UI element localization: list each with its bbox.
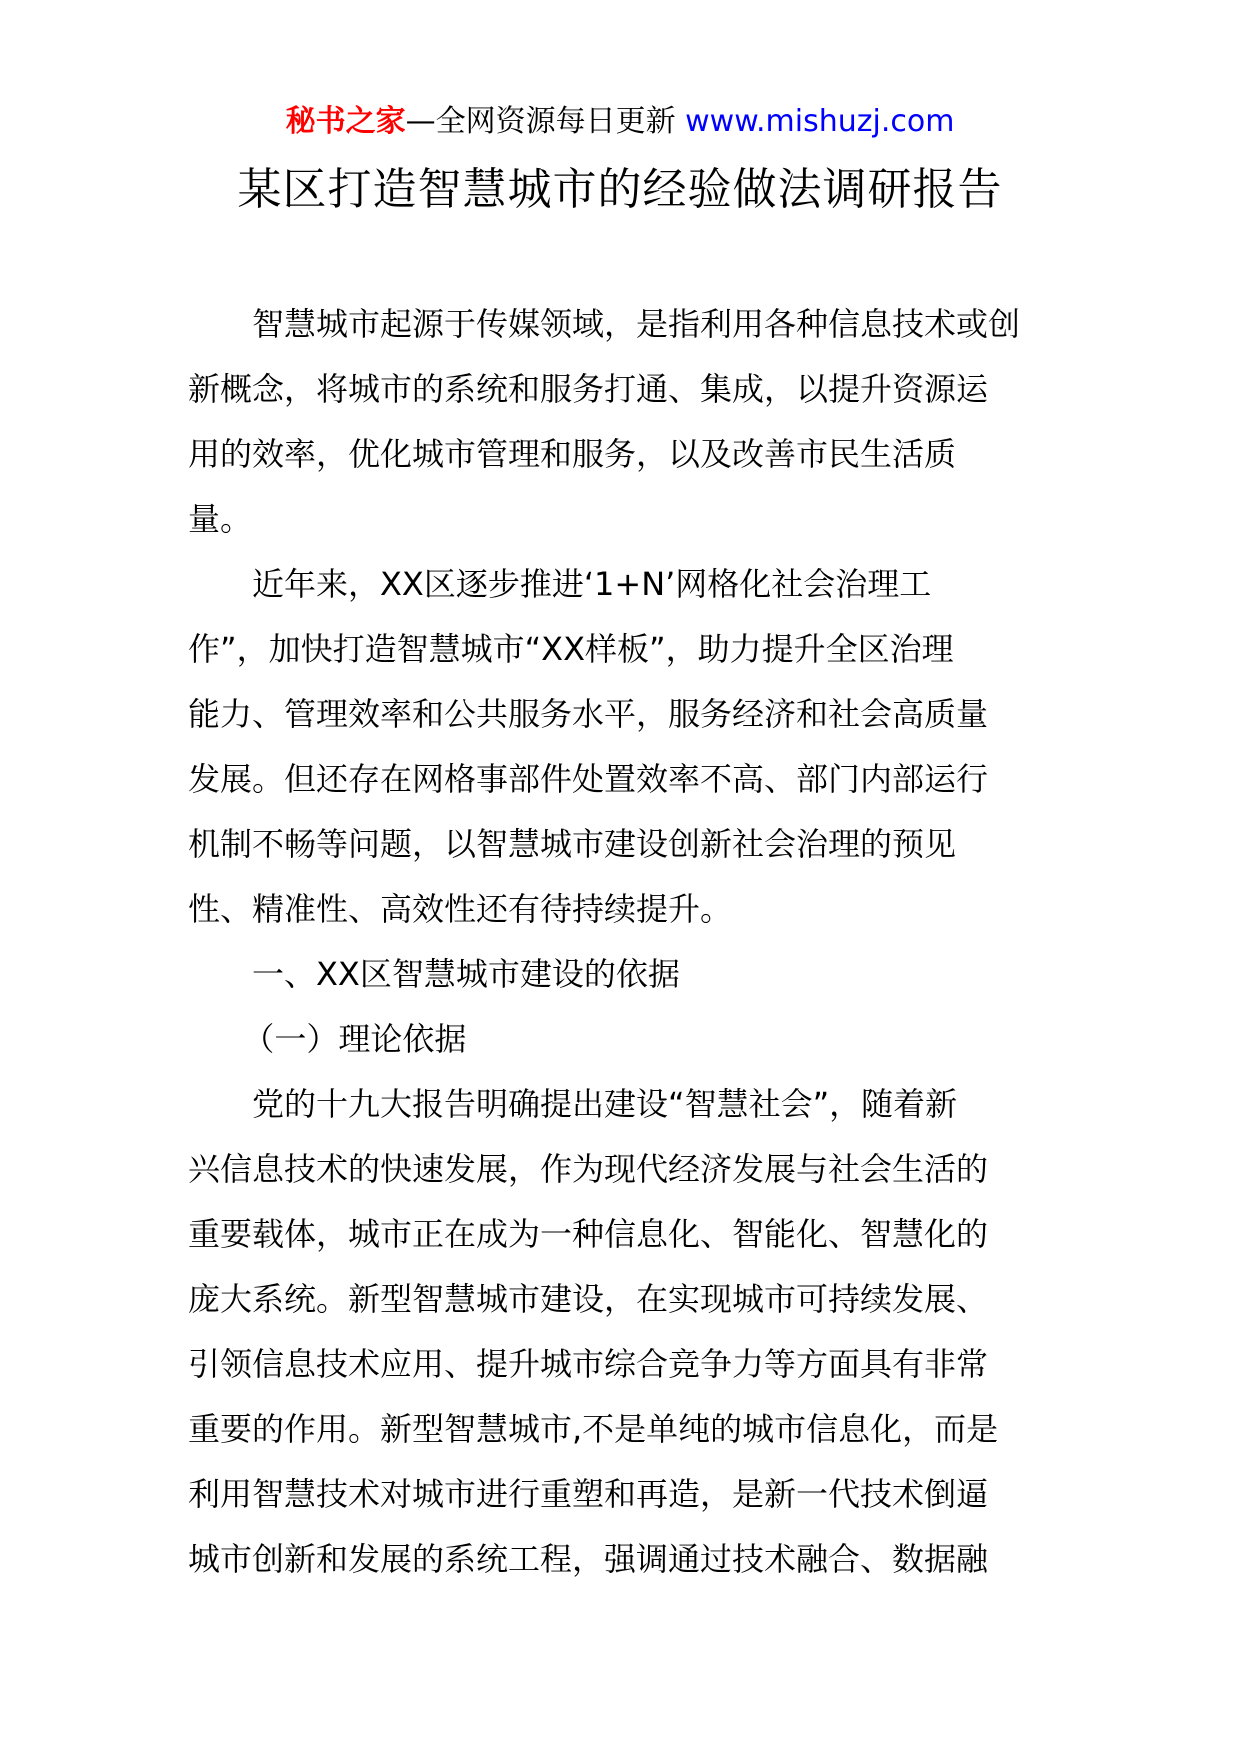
paragraph-line: 作”，加快打造智慧城市“XX样板”，助力提升全区治理 <box>188 630 954 668</box>
site-banner <box>0 100 1240 144</box>
paragraph-line: 用的效率，优化城市管理和服务，以及改善市民生活质 <box>188 435 957 473</box>
paragraph-background <box>188 552 1068 942</box>
paragraph-line: 近年来，XX区逐步推进‘1+N’网格化社会治理工 <box>252 565 932 603</box>
paragraph-line: 重要载体，城市正在成为一种信息化、智能化、智慧化的 <box>188 1215 989 1253</box>
paragraph-line: 能力、管理效率和公共服务水平，服务经济和社会高质量 <box>188 695 989 733</box>
document-body <box>188 292 1068 1592</box>
paragraph-line: 量。 <box>188 500 253 538</box>
paragraph-line: 智慧城市起源于传媒领域，是指利用各种信息技术或创 <box>252 305 1021 343</box>
paragraph-line: 引领信息技术应用、提升城市综合竞争力等方面具有非常 <box>188 1345 989 1383</box>
paragraph-line: 利用智慧技术对城市进行重塑和再造，是新一代技术倒逼 <box>188 1475 989 1513</box>
subsection-heading: （一）理论依据 <box>242 1020 467 1058</box>
paragraph-theory <box>188 1072 1068 1592</box>
paragraph-line: 城市创新和发展的系统工程，强调通过技术融合、数据融 <box>188 1540 989 1578</box>
paragraph-intro <box>188 292 1068 552</box>
site-url-link[interactable]: www.mishuzj.com <box>685 104 955 139</box>
paragraph-line: 机制不畅等问题，以智慧城市建设创新社会治理的预见 <box>188 825 957 863</box>
section-heading: 一、XX区智慧城市建设的依据 <box>252 955 680 993</box>
paragraph-line: 兴信息技术的快速发展，作为现代经济发展与社会生活的 <box>188 1150 989 1188</box>
paragraph-line: 庞大系统。新型智慧城市建设，在实现城市可持续发展、 <box>188 1280 989 1318</box>
paragraph-line: 重要的作用。新型智慧城市,不是单纯的城市信息化，而是 <box>188 1410 999 1448</box>
banner-tagline: —全网资源每日更新 <box>405 104 676 139</box>
paragraph-line: 性、精准性、高效性还有待持续提升。 <box>188 890 733 928</box>
brand-name: 秘书之家 <box>285 104 406 139</box>
paragraph-line: 发展。但还存在网格事部件处置效率不高、部门内部运行 <box>188 760 989 798</box>
document-title: 某区打造智慧城市的经验做法调研报告 <box>237 164 1003 215</box>
paragraph-line: 新概念，将城市的系统和服务打通、集成，以提升资源运 <box>188 370 989 408</box>
paragraph-line: 党的十九大报告明确提出建设“智慧社会”，随着新 <box>252 1085 958 1123</box>
